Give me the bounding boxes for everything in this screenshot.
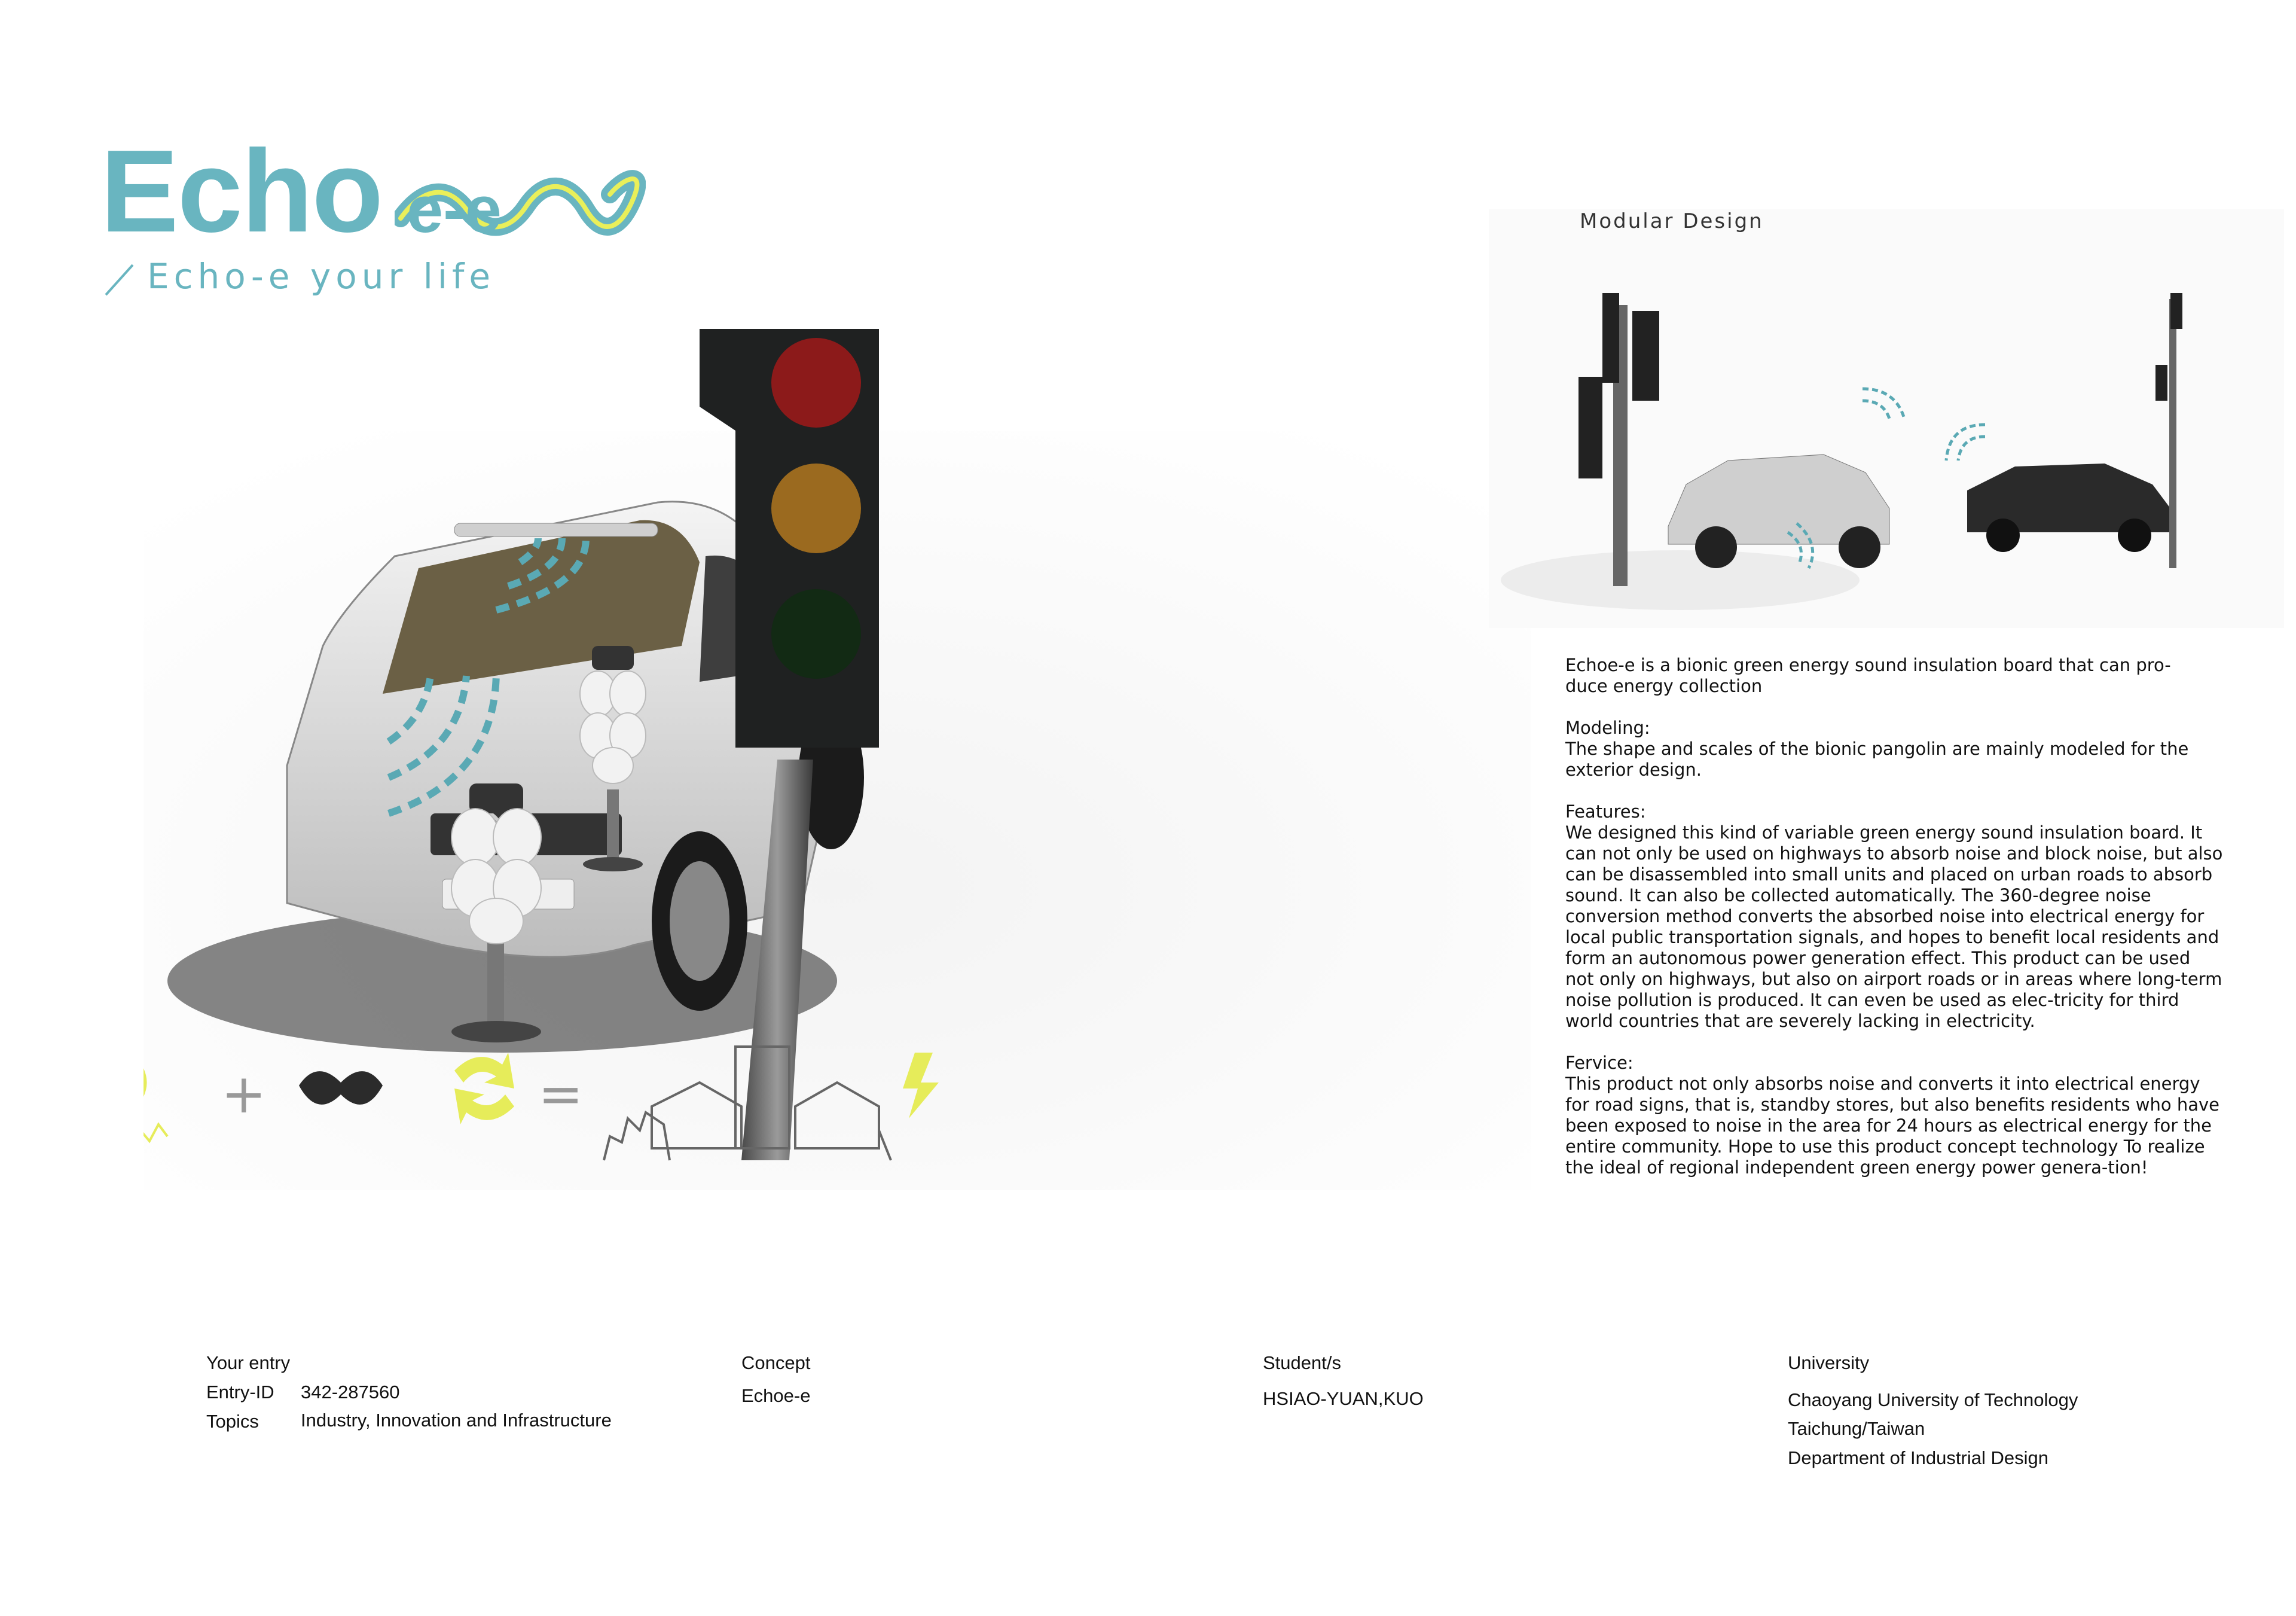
plus-sign: + [221,1063,267,1126]
description-block [1565,655,2228,1199]
tagline: Echo-e your life [147,256,496,297]
topics-label: Topics [206,1411,259,1432]
modeling-text: The shape and scales of the bionic pangolin are mainly modeled for the exterior design. [1565,739,2194,780]
logo-wave-text: e-e [407,173,502,246]
equals-sign: = [538,1063,584,1126]
features-text: We designed this kind of variable green energy sound insulation board. It can not only be used on highways to absorb noise and block noise, but also can be disassembled into small units and placed on urban roads to absorb sound. It can also be collected automatically. The 360-degree noise conversion method converts the absorbed noise into electrical energy for local public transportation signals, and hopes to benefit local residents and form an autonomous power generation effect. This product can be used not only on highways, but also on airport roads or in areas where long-term noise pollution is produced. It can even be used as elec-tricity for third world countries that are severely lacking in electricity. [1565,822,2228,1031]
modular-design-illustration [1489,209,2284,628]
features-section [1565,801,2228,1032]
university-line-1: Chaoyang University of Technology [1788,1389,2078,1410]
service-heading: Fervice: [1565,1053,1634,1073]
entry-id-label: Entry-ID [206,1382,274,1402]
logo-title [100,126,383,257]
tagline-slash [103,262,139,300]
entry-id-value: 342-287560 [301,1382,400,1402]
logo-wave-icon [395,161,646,251]
modeling-section [1565,718,2223,780]
intro-paragraph: Echoe-e is a bionic green energy sound insulation board that can pro- duce energy collection [1565,655,2171,696]
concept-value: Echoe-e [741,1385,811,1406]
university-heading: University [1788,1352,1870,1373]
modular-design-heading: Modular Design [1580,209,1764,233]
topics-value: Industry, Innovation and Infrastructure [301,1410,612,1431]
entry-heading: Your entry [206,1352,291,1373]
concept-heading: Concept [741,1352,811,1373]
modeling-heading: Modeling: [1565,718,1650,738]
university-line-2: Taichung/Taiwan [1788,1418,1925,1439]
students-heading: Student/s [1263,1352,1341,1373]
hero-illustration [144,311,1531,1190]
university-line-3: Department of Industrial Design [1788,1447,2048,1468]
service-text: This product not only absorbs noise and converts it into electrical energy for road signs, that is, standby stores, but also benefits residents who have been exposed to noise in the area for 24 hours as electrical energy for the entire community. Hope to use this product concept technology To realize the ideal of regional independent green energy power genera-tion! [1565,1074,2225,1178]
service-section [1565,1053,2223,1178]
students-value: HSIAO-YUAN,KUO [1263,1388,1424,1409]
logo-text: Echo [100,126,383,257]
features-heading: Features: [1565,801,1646,822]
